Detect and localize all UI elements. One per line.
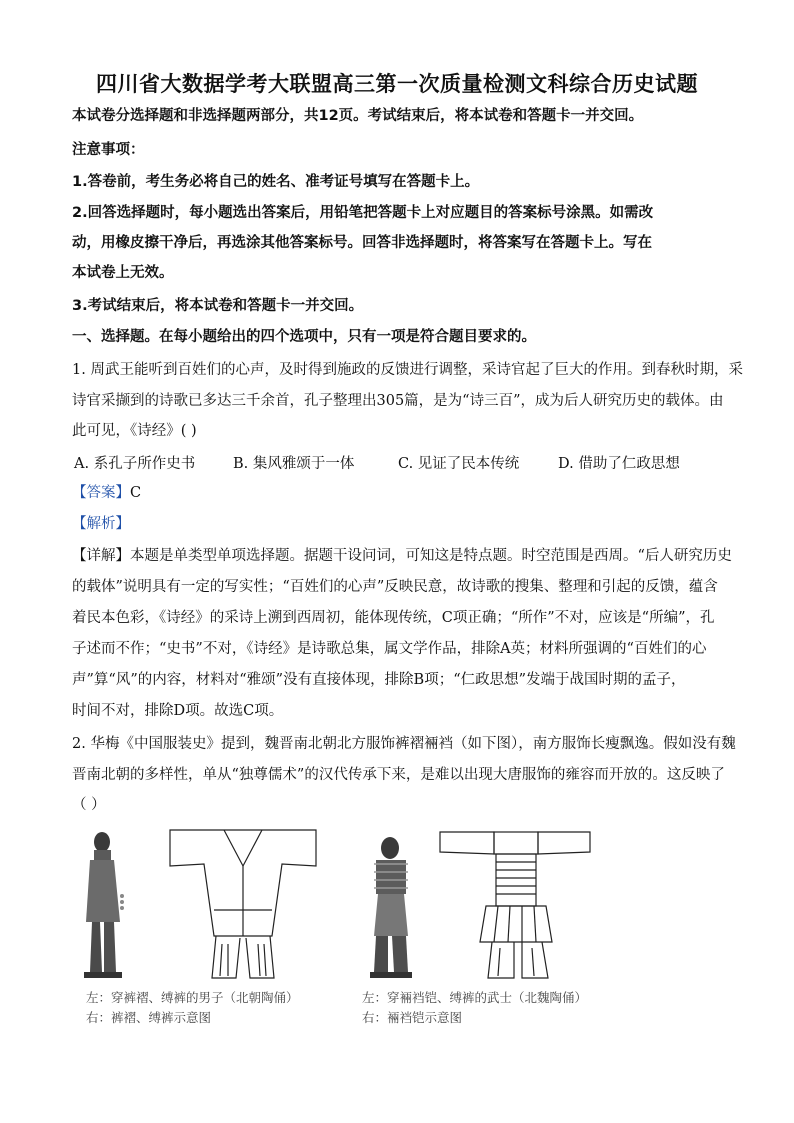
notice-item-2: 2.回答选择题时，每小题选出答案后，用铅笔把答题卡上对应题目的答案标号涂黑。如需改 — [72, 205, 654, 221]
q1-detail-line: 声”算“风”的内容，材料对“雅颂”没有直接体现，排除B项；“仁政思想”发端于战国时期的孟子， — [72, 672, 686, 688]
q1-detail-line: 的载体”说明具有一定的写实性；“百姓们的心声”反映民意，故诗歌的搜集、整理和引起的反馈，蕴含 — [72, 579, 718, 595]
analysis-tag: 【解析】 — [72, 516, 130, 532]
section-heading: 一、选择题。在每小题给出的四个选项中，只有一项是符合题目要求的。 — [72, 329, 536, 345]
answer-value: C — [130, 485, 142, 501]
figurine-warrior-icon — [370, 837, 412, 978]
caption-right-2: 右：裲裆铠示意图 — [362, 1010, 463, 1025]
costume-figures-svg — [74, 826, 634, 986]
q1-detail-line: 【详解】本题是单类型单项选择题。据题干设问词，可知这是特点题。时空范围是西周。“后人研究历史 — [72, 548, 732, 564]
notice-item-3: 3.考试结束后，将本试卷和答题卡一并交回。 — [72, 298, 364, 314]
q1-stem-2: 诗官采撷到的诗歌已多达三千余首，孔子整理出305篇，是为“诗三百”，成为后人研究历史的载体。由 — [72, 393, 724, 409]
q1-stem-3: 此可见，《诗经》( ) — [72, 423, 197, 439]
q1-detail-line: 时间不对，排除D项。故选C项。 — [72, 703, 284, 719]
q2-stem-3: （ ） — [72, 797, 106, 813]
q1-option-a: A. 系孔子所作史书 — [74, 456, 196, 472]
q1-option-c: C. 见证了民本传统 — [398, 456, 520, 472]
notice-item-2-cont: 动，用橡皮擦干净后，再选涂其他答案标号。回答非选择题时，将答案写在答题卡上。写在 — [72, 235, 652, 251]
q1-detail-line: 着民本色彩，《诗经》的采诗上溯到西周初，能体现传统，C项正确；“所作”不对，应该是“所编”，孔 — [72, 610, 715, 626]
intro-line: 本试卷分选择题和非选择题两部分，共12页。考试结束后，将本试卷和答题卡一并交回。 — [72, 108, 644, 124]
q2-stem-1: 2. 华梅《中国服装史》提到，魏晋南北朝北方服饰裤褶裲裆（如下图），南方服饰长瘦飘逸。假如没有魏 — [72, 736, 736, 752]
q1-option-b: B. 集风雅颂于一体 — [233, 456, 355, 472]
notice-item-2-end: 本试卷上无效。 — [72, 265, 174, 281]
trousers-jacket-diagram-icon — [170, 830, 316, 978]
q1-answer — [72, 483, 724, 503]
answer-tag: 【答案】 — [72, 485, 130, 501]
armor-diagram-icon — [440, 832, 590, 978]
caption-left-1: 左：穿裤褶、缚裤的男子（北朝陶俑） — [86, 990, 299, 1005]
figurine-male-icon — [84, 832, 124, 978]
caption-right-1: 左：穿裲裆铠、缚裤的武士（北魏陶俑） — [362, 990, 588, 1005]
q1-option-d: D. 借助了仁政思想 — [558, 456, 680, 472]
notice-item-1: 1.答卷前，考生务必将自己的姓名、准考证号填写在答题卡上。 — [72, 174, 480, 190]
q1-stem-1: 1. 周武王能听到百姓们的心声，及时得到施政的反馈进行调整，采诗官起了巨大的作用。到春秋时期，采 — [72, 362, 743, 378]
caption-left-2: 右：裤褶、缚裤示意图 — [86, 1010, 212, 1025]
q1-detail-line: 子述而不作；“史书”不对，《诗经》是诗歌总集，属文学作品，排除A英；材料所强调的“百姓们的心 — [72, 641, 707, 657]
q2-stem-2: 晋南北朝的多样性，单从“独尊儒术”的汉代传承下来，是难以出现大唐服饰的雍容而开放的。这反映了 — [72, 767, 725, 783]
costume-figures — [74, 826, 634, 986]
notice-title: 注意事项： — [72, 142, 145, 158]
q1-analysis-tag — [72, 514, 724, 534]
page-title: 四川省大数据学考大联盟高三第一次质量检测文科综合历史试题 — [96, 72, 698, 96]
